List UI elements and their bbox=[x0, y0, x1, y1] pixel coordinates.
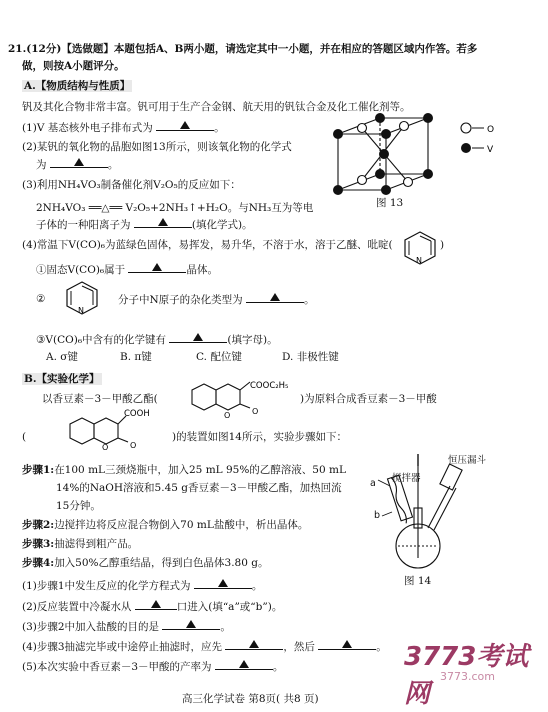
label-a: a bbox=[370, 478, 376, 489]
q-a4-1: ①固态V(CO)₆属于 晶体。 bbox=[36, 264, 218, 276]
q-a2-line1: (2)某钒的氧化物的晶胞如图13所示，则该氧化物的化学式 bbox=[22, 141, 292, 153]
circled-two-label: ② bbox=[36, 293, 46, 305]
q-b3: (3)步骤2中加入盐酸的目的是 。 bbox=[22, 621, 231, 633]
cooh-label: COOH bbox=[124, 409, 150, 419]
section-a-intro: 钒及其化合物非常丰富。钒可用于生产合金钢、航天用的钒钛合金及化工催化剂等。 bbox=[22, 101, 411, 113]
q-a4-line1: (4)常温下V(CO)₆为蓝绿色固体，易挥发，易升华，不溶于水，溶于乙醚、吡啶( bbox=[22, 239, 393, 251]
legend-o-icon bbox=[461, 123, 471, 133]
answer-blank[interactable] bbox=[156, 120, 214, 131]
q-a1: (1)V 基态核外电子排布式为 。 bbox=[22, 122, 225, 134]
q-a3-line3: 子体的一种阳离子为 (填化学式)。 bbox=[36, 219, 253, 231]
step-1-line2: 14%的NaOH溶液和5.45 g香豆素－3－甲酸乙酯，加热回流 bbox=[56, 482, 342, 494]
q-a3-line1: (3)利用NH₄VO₃制备催化剂V₂O₅的反应如下： bbox=[22, 179, 241, 191]
step-1-line1: 步骤1:在100 mL三颈烧瓶中，加入25 mL 95%的乙醇溶液、50 mL bbox=[22, 464, 346, 476]
watermark-logo: 3773考试网 bbox=[404, 642, 529, 709]
answer-blank[interactable] bbox=[318, 639, 376, 650]
label-funnel: 恒压漏斗 bbox=[448, 455, 487, 466]
q-a4-2: 分子中N原子的杂化类型为 。 bbox=[118, 294, 315, 306]
step-1-line3: 15分钟。 bbox=[56, 500, 101, 512]
pyridine-structure-icon bbox=[62, 278, 102, 318]
answer-blank[interactable] bbox=[135, 599, 177, 610]
q-a4-close: ) bbox=[440, 239, 445, 251]
figure-13-caption: 图 13 bbox=[376, 197, 404, 209]
q-a2-line2: 为 。 bbox=[36, 159, 119, 171]
label-stirrer: 搅拌器 bbox=[392, 473, 421, 484]
figure-14-caption: 图 14 bbox=[404, 575, 432, 587]
question-header-line1: 21.(12分)【选做题】本题包括A、B两小题，请选定其中一小题，并在相应的答题区域内作答。若多 bbox=[8, 43, 478, 55]
pyridine-structure-icon bbox=[400, 228, 440, 268]
step-2: 步骤2:边搅拌边将反应混合物倒入70 mL盐酸中，析出晶体。 bbox=[22, 519, 309, 531]
section-a-title: A.【物质结构与性质】 bbox=[24, 80, 131, 92]
step-4: 步骤4:加入50%乙醇重结晶，得到白色晶体3.80 g。 bbox=[22, 557, 269, 569]
answer-blank[interactable] bbox=[246, 292, 304, 303]
figure-13-crystal-cell bbox=[324, 108, 520, 212]
o-label: O bbox=[224, 411, 231, 420]
answer-blank[interactable] bbox=[169, 332, 227, 343]
q-b2: (2)反应装置中冷凝水从 口进入(填“a”或“b”)。 bbox=[22, 601, 283, 613]
pyridine-n-label: N bbox=[416, 256, 422, 265]
legend-o-label: O bbox=[487, 125, 495, 135]
pyridine-n-label: N bbox=[78, 306, 84, 315]
cooet-label: COOC₂H₅ bbox=[250, 381, 289, 391]
q-a4-3: ③V(CO)₆中含有的化学键有 (填字母)。 bbox=[36, 334, 278, 346]
q-a3-equation: 2NH₄VO₃ ══△══ V₂O₅+2NH₃↑+H₂O。与NH₃互为等电 bbox=[36, 202, 314, 214]
step-3: 步骤3:抽滤得到粗产品。 bbox=[22, 538, 139, 550]
page-footer: 高三化学试卷 第8页( 共8 页) bbox=[182, 693, 319, 705]
option-d: D. 非极性键 bbox=[282, 351, 339, 363]
legend-v-label: V bbox=[487, 145, 494, 155]
section-b-intro-a: 以香豆素－3－甲酸乙酯( bbox=[42, 393, 158, 405]
section-b-intro-c: )的装置如图14所示，实验步骤如下： bbox=[172, 431, 347, 443]
watermark-url: 3773.com bbox=[440, 670, 495, 683]
answer-blank[interactable] bbox=[50, 157, 108, 168]
coumarin-ester-structure-icon bbox=[186, 378, 306, 420]
coumarin-acid-structure-icon bbox=[64, 408, 164, 450]
answer-blank[interactable] bbox=[225, 639, 283, 650]
o-label: O bbox=[102, 443, 109, 450]
q-b4: (4)步骤3抽滤完毕或中途停止抽滤时，应先 ，然后 。 bbox=[22, 641, 387, 653]
answer-blank[interactable] bbox=[134, 217, 192, 228]
q-b5: (5)本次实验中香豆素－3－甲酸的产率为 。 bbox=[22, 661, 284, 673]
option-c: C. 配位键 bbox=[196, 351, 242, 363]
o-label: O bbox=[252, 407, 259, 416]
answer-blank[interactable] bbox=[128, 262, 186, 273]
answer-blank[interactable] bbox=[215, 659, 273, 670]
option-b: B. π键 bbox=[120, 351, 152, 363]
o-label: O bbox=[130, 441, 137, 450]
question-header-line2: 做，则按A小题评分。 bbox=[22, 60, 125, 72]
paren-open: ( bbox=[22, 431, 27, 443]
legend-v-icon bbox=[461, 143, 471, 153]
answer-blank[interactable] bbox=[194, 578, 252, 589]
section-b-title: B.【实验化学】 bbox=[24, 373, 100, 385]
label-b: b bbox=[374, 510, 381, 521]
answer-blank[interactable] bbox=[162, 619, 220, 630]
option-a: A. σ键 bbox=[46, 351, 78, 363]
q-b1: (1)步骤1中发生反应的化学方程式为 。 bbox=[22, 580, 263, 592]
section-b-intro-b: )为原料合成香豆素－3－甲酸 bbox=[300, 393, 437, 405]
